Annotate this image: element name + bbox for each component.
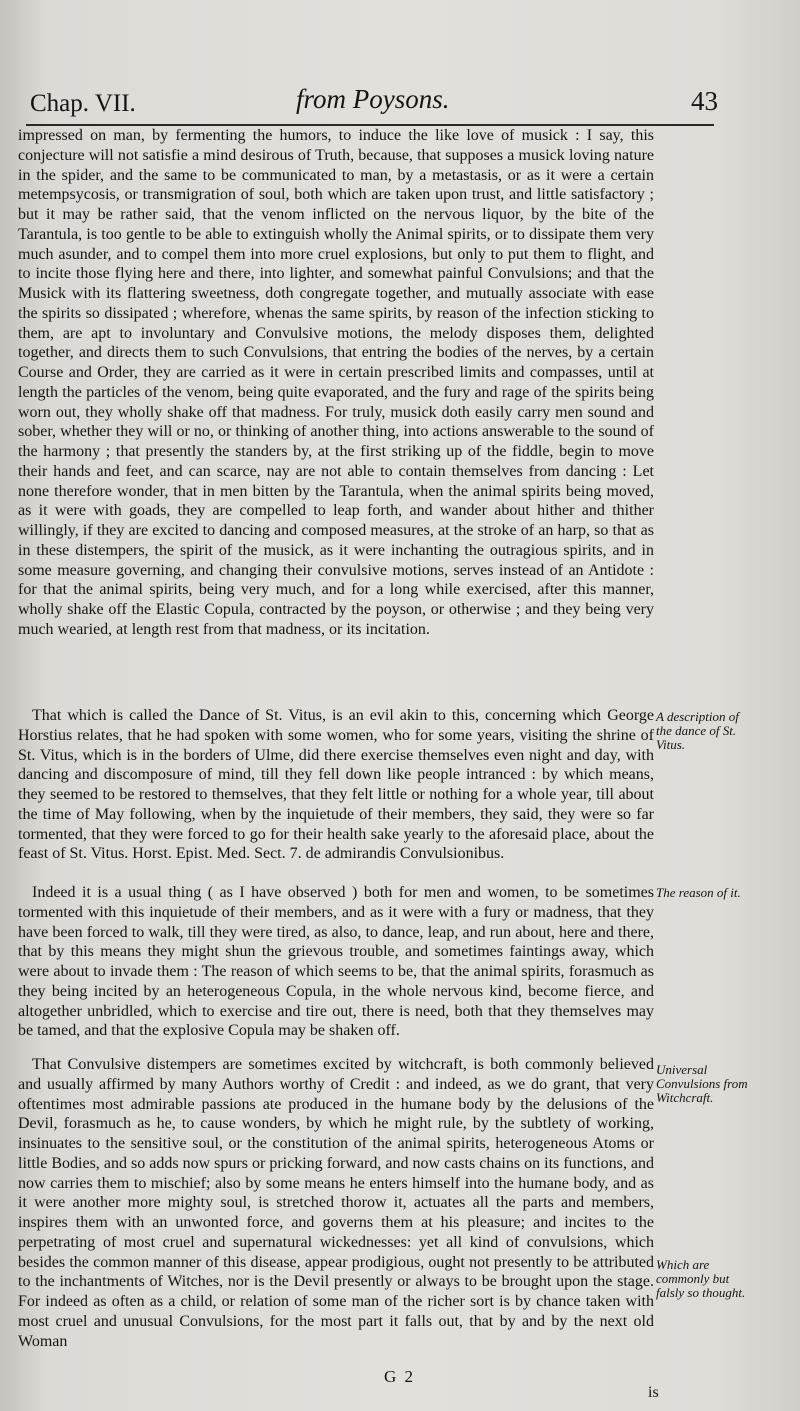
margin-note-witchcraft: Universal Convulsions from Witchcraft.: [656, 1062, 748, 1105]
paragraph-witchcraft: That Convulsive distempers are sometimes excited by witchcraft, is both commonly believed and usually affirmed by many Authors worthy of Credit : and indeed, as we do grant, that very oftentimes most admirable passions ate produced in the humane body by the delusions of the Devil, forasmuch as he, to cause wonders, by which he might rule, by the subtlety of working, insinuates to the sensitive soul, or the constitution of the animal spirits, heterogeneous Atoms or little Bodies, and so adds now spurs or pricking forward, and now casts chains on its functions, and now carries them to mischief; also by some means he enters himself into the humane body, and as it were another more mighty soul, is stretched thorow it, actuates all the parts and members, inspires them with an unwonted force, and governs them at his pleasure; and incites to the perpetrating of most cruel and supernatural wickednesses: yet all kind of convulsions, which besides the common manner of this disease, appear prodigious, ought not presently to be attributed to the inchantments of Witches, nor is the Devil presently or always to be brought upon the stage. For indeed as often as a child, or relation of some man of the richer sort is by chance taken with most cruel and unusual Convulsions, for the most part it falls out, that by and by the next old Woman: [18, 1056, 654, 1350]
running-title: from Poysons.: [296, 84, 450, 114]
page-number: 43: [691, 86, 718, 116]
body-text: [18, 126, 654, 1351]
paragraph-st-vitus: That which is called the Dance of St. Vitus, is an evil akin to this, concerning which George Horstius relates, that he had spoken with some women, who for some years, visiting the shrine of St. Vitus, which is in the borders of Ulme, did there exercise themselves even night and day, with dancing and discomposure of mind, till they fell down like people intranced : by which means, they seemed to be restored to themselves, that they felt little or nothing for a whole year, till about the time of May following, when by the inquietude of their members, they said, they were so far tormented, that they were forced to go for their health sake yearly to the aforesaid place, about the feast of St. Vitus. Horst. Epist. Med. Sect. 7. de admirandis Convulsionibus.: [18, 707, 654, 863]
page-header: [26, 84, 716, 124]
paragraph-tarantula: impressed on man, by fermenting the humors, to induce the like love of musick : I say, this conjecture will not satisfie a mind desirous of Truth, because, that supposes a musick loving nature in the spider, and the same to be communicated to man, by a metastasis, or as it were a certain metempsycosis, or transmigration of soul, both which are taken upon trust, and little satisfactory ; but it may be rather said, that the venom inflicted on the nervous liquor, by the bite of the Tarantula, is too gentle to be able to extinguish wholly the Animal spirits, or to dissipate them very much asunder, and to compel them into more cruel explosions, but only to put them to flight, and to incite those flying here and there, into lighter, and somewhat painful Convulsions; and that the Musick with its flattering sweetness, doth congregate together, and mutually associate with ease the spirits so dissipated ; wherefore, whenas the same spirits, by reason of the infection sticking to them, are apt to involuntary and Convulsive motions, the melody disposes them, delighted together, and directs them to such Convulsions, that entring the bodies of the nerves, by a certain Course and Order, they are carried as it were in certain prescribed limits and compasses, until at length the particles of the venom, being quite evaporated, and the fury and rage of the spirits being worn out, they wholly shake off that madness. For truly, musick doth easily carry men sound and sober, whether they will or no, or thinking of another thing, into actions answerable to the sound of the harmony ; that presently the standers by, at the first striking up of the fiddle, begin to move their hands and feet, and can scarce, nay are not able to contain themselves from dancing : Let none therefore wonder, that in men bitten by the Tarantula, when the animal spirits being moved, as it were with goads, they are compelled to leap forth, and wander about hither and thither willingly, if they are excited to dancing and composed measures, at the stroke of an harp, so that as in these distempers, the spirit of the musick, as it were inchanting the outragious spirits, and in some measure governing, and changing their convulsive motions, serves instead of an Antidote : for that the animal spirits, being very much, and for a long while exercised, after this manner, wholly shake off the Elastic Copula, contracted by the poyson, or otherwise ; and they being very much wearied, at length rest from that madness, or its incitation.: [18, 127, 654, 638]
chapter-label: Chap. VII.: [30, 90, 136, 117]
margin-note-commonly: Which are commonly but falsly so thought.: [656, 1257, 746, 1300]
catchword: is: [648, 1384, 659, 1401]
margin-note-reason: The reason of it.: [656, 885, 741, 900]
signature-mark: G 2: [384, 1367, 416, 1386]
margin-note-dance: A description of the dance of St. Vitus.: [656, 709, 739, 752]
paragraph-reason: Indeed it is a usual thing ( as I have observed ) both for men and women, to be sometimes tormented with this inquietude of their members, and as it were with a fury or madness, that they have been forced to walk, till they were tired, as also, to dance, leap, and run about, here and there, that by this means they might shun the grievous trouble, and sometimes faintings away, which were about to invade them : The reason of which seems to be, that the animal spirits, forasmuch as they being incited by an heterogeneous Copula, in the whole nervous kind, become fierce, and altogether unbridled, which to exercise and tire out, there is need, both that they themselves may be tamed, and that the explosive Copula may be shaken off.: [18, 884, 654, 1040]
